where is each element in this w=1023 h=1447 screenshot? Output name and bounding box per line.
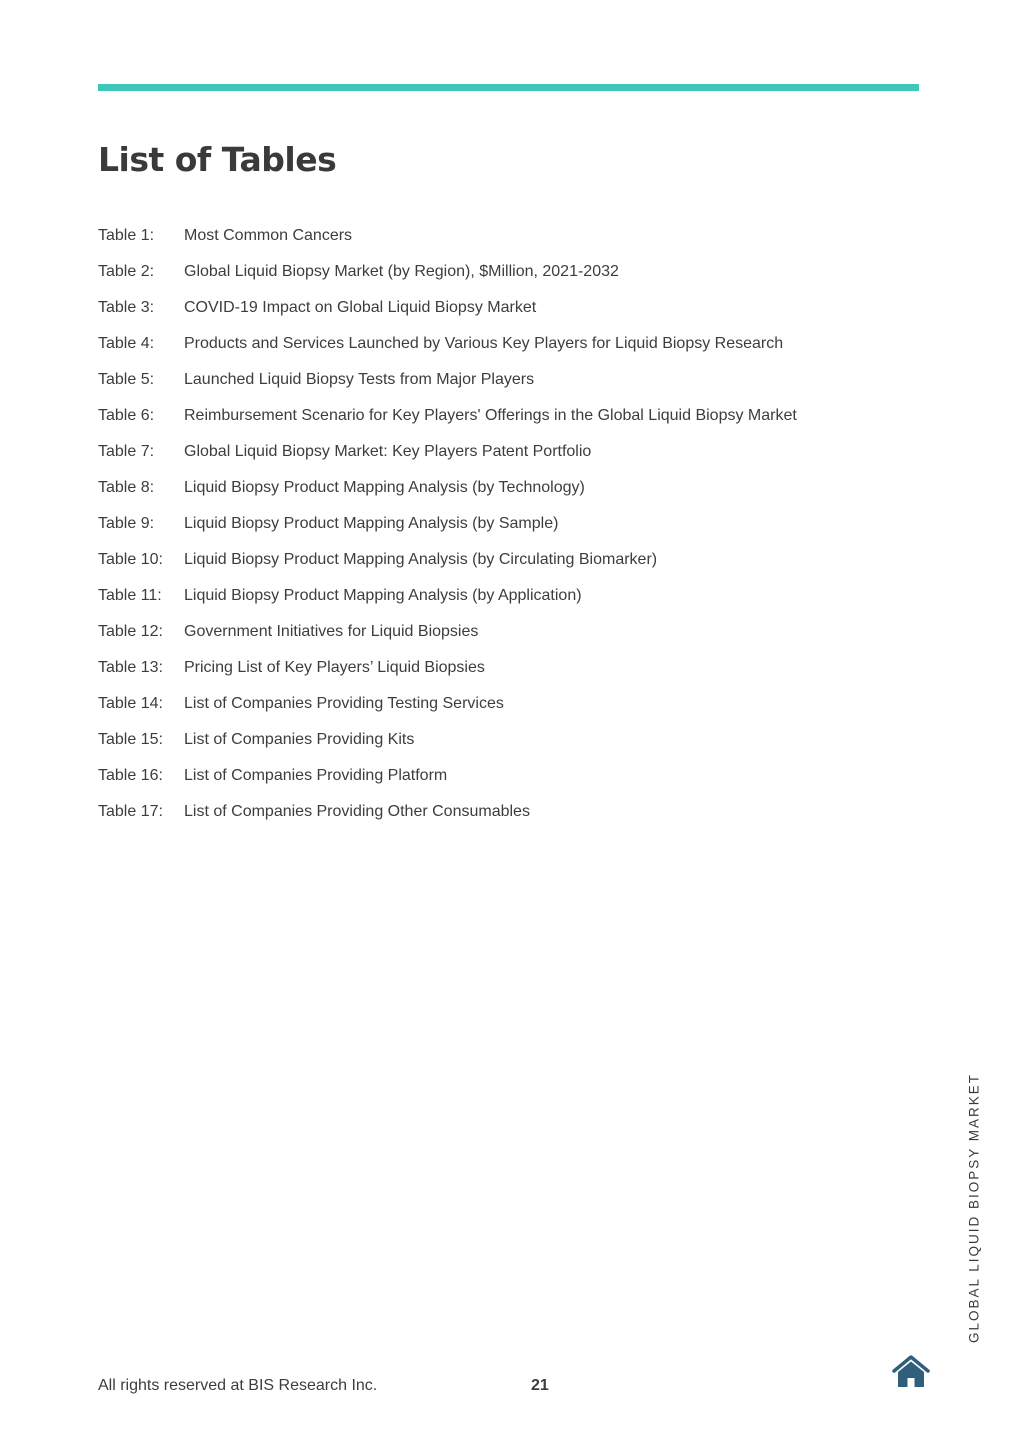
toc-entry[interactable] [98, 542, 797, 578]
footer-copyright: All rights reserved at BIS Research Inc. [98, 1377, 378, 1394]
toc-entry-title: List of Companies Providing Kits [184, 731, 415, 748]
toc-entry-number: Table 3: [98, 299, 155, 316]
toc-entry[interactable] [98, 722, 797, 758]
toc-entry-number: Table 7: [98, 443, 155, 460]
toc-entry[interactable] [98, 758, 797, 794]
toc-entry[interactable] [98, 398, 797, 434]
toc-entry[interactable] [98, 218, 797, 254]
home-icon [892, 1355, 930, 1389]
toc-entry[interactable] [98, 686, 797, 722]
toc-entry[interactable] [98, 254, 797, 290]
toc-entry-title: List of Companies Providing Testing Services [184, 695, 504, 712]
toc-entry-number: Table 6: [98, 407, 155, 424]
page-title: List of Tables [98, 140, 337, 179]
toc-entry[interactable] [98, 650, 797, 686]
toc-entry[interactable] [98, 470, 797, 506]
toc-entry-number: Table 10: [98, 551, 163, 568]
toc-entry-number: Table 5: [98, 371, 155, 388]
toc-entry-title: List of Companies Providing Platform [184, 767, 448, 784]
toc-entry-number: Table 17: [98, 803, 163, 820]
toc-entry-title: Liquid Biopsy Product Mapping Analysis (by Circulating Biomarker) [184, 551, 658, 568]
toc-entry-title: Global Liquid Biopsy Market (by Region), $Million, 2021-2032 [184, 263, 619, 280]
toc-entry-number: Table 13: [98, 659, 163, 676]
toc-entry-number: Table 15: [98, 731, 163, 748]
toc-entry[interactable] [98, 362, 797, 398]
side-report-title: GLOBAL LIQUID BIOPSY MARKET [966, 1072, 982, 1344]
header-rule [98, 84, 919, 91]
toc-entry-title: Launched Liquid Biopsy Tests from Major Players [184, 371, 535, 388]
toc-entry-number: Table 8: [98, 479, 155, 496]
toc-entry-title: Products and Services Launched by Various Key Players for Liquid Biopsy Research [184, 335, 784, 352]
toc-entry-title: Reimbursement Scenario for Key Players' Offerings in the Global Liquid Biopsy Market [184, 407, 797, 424]
list-of-tables [98, 218, 797, 830]
toc-entry-number: Table 14: [98, 695, 163, 712]
home-button[interactable] [892, 1355, 930, 1389]
toc-entry-number: Table 1: [98, 227, 155, 244]
toc-entry[interactable] [98, 290, 797, 326]
toc-entry-number: Table 4: [98, 335, 155, 352]
toc-entry-number: Table 11: [98, 587, 162, 604]
toc-entry[interactable] [98, 614, 797, 650]
toc-entry[interactable] [98, 326, 797, 362]
page-number: 21 [531, 1377, 549, 1394]
toc-entry-title: Most Common Cancers [184, 227, 353, 244]
toc-entry-number: Table 16: [98, 767, 163, 784]
toc-entry[interactable] [98, 506, 797, 542]
toc-entry-title: Liquid Biopsy Product Mapping Analysis (by Application) [184, 587, 582, 604]
toc-entry-title: Government Initiatives for Liquid Biopsies [184, 623, 479, 640]
toc-entry-number: Table 12: [98, 623, 163, 640]
toc-entry-title: Global Liquid Biopsy Market: Key Players Patent Portfolio [184, 443, 592, 460]
toc-entry-title: Liquid Biopsy Product Mapping Analysis (by Sample) [184, 515, 559, 532]
toc-entry-number: Table 2: [98, 263, 155, 280]
toc-entry-title: List of Companies Providing Other Consumables [184, 803, 530, 820]
toc-entry-title: Pricing List of Key Players’ Liquid Biopsies [184, 659, 485, 676]
toc-entry-number: Table 9: [98, 515, 155, 532]
toc-entry[interactable] [98, 578, 797, 614]
toc-entry[interactable] [98, 434, 797, 470]
toc-entry-title: Liquid Biopsy Product Mapping Analysis (by Technology) [184, 479, 585, 496]
toc-entry-title: COVID-19 Impact on Global Liquid Biopsy Market [184, 299, 537, 316]
toc-entry[interactable] [98, 794, 797, 830]
